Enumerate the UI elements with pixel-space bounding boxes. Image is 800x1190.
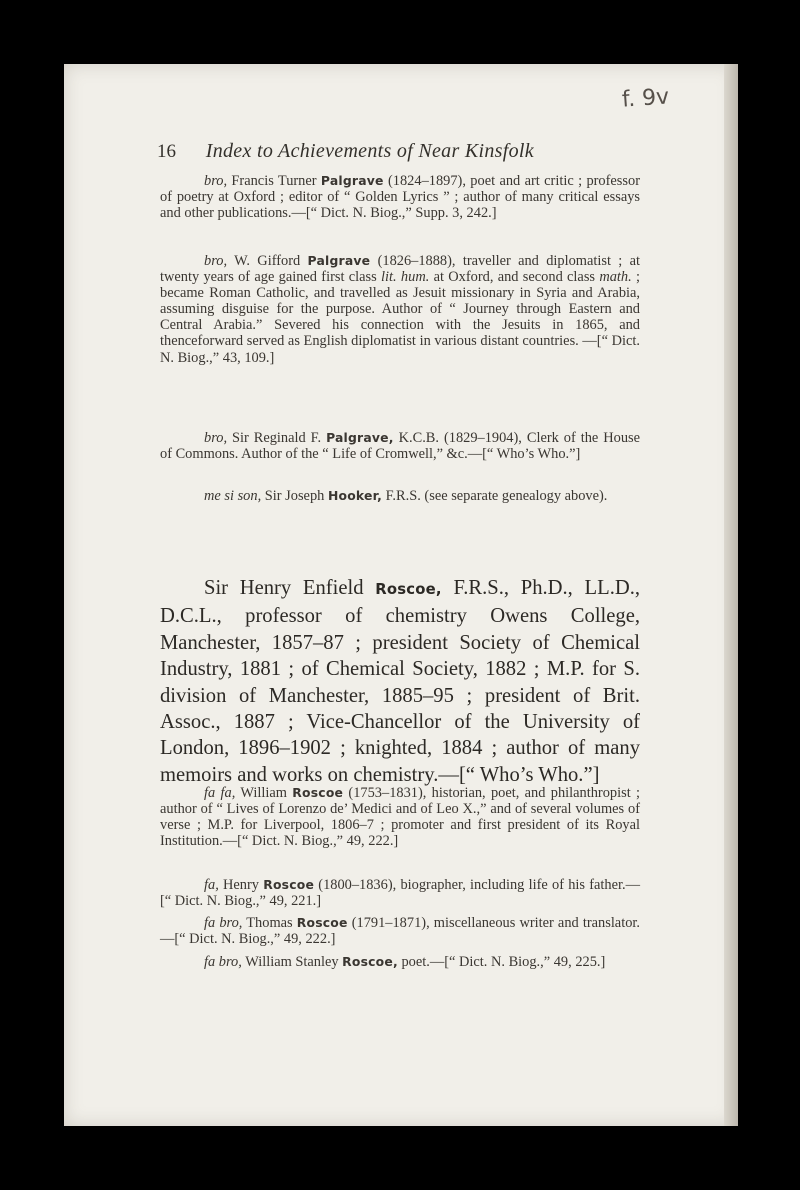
surname: Roscoe bbox=[296, 916, 348, 930]
surname: Palgrave bbox=[320, 174, 384, 188]
page-edge bbox=[724, 64, 738, 1126]
entry-henry-roscoe-sr: fa, Henry Roscoe (1800–1836), biographer, including life of his father.—[“ Dict. N. Biog.,” 49, 221.] bbox=[160, 877, 640, 910]
relation-label: bro, bbox=[204, 430, 228, 446]
entry-gifford-palgrave: bro, W. Gifford Palgrave (1826–1888), traveller and diplomatist ; at twenty years of age gained first class lit. hum. at Oxford, and second class math. ; became Roman Catholic, and travelled as Jesuit missionary in Syria and Arabia, assuming disguise for the purpose. Author of “ Journey through Eastern and Central Arabia.” Severed his connection with the Jesuits in 1865, and thenceforward served as English diplomatist in various distant countries. —[“ Dict. N. Biog.,” 43, 109.] bbox=[160, 253, 640, 366]
surname: Palgrave, bbox=[326, 431, 394, 445]
entry-francis-palgrave: bro, Francis Turner Palgrave (1824–1897), poet and art critic ; professor of poetry at Oxford ; editor of “ Golden Lyrics ” ; author of many critical essays and other publications.—[“ Dict. N. Biog.,” Supp. 3, 242.] bbox=[160, 173, 640, 222]
relation-label: bro, bbox=[204, 173, 228, 189]
entry-william-stanley-roscoe: fa bro, William Stanley Roscoe, poet.—[“ Dict. N. Biog.,” 49, 225.] bbox=[204, 954, 606, 970]
relation-label: fa bro, bbox=[204, 915, 243, 931]
running-header bbox=[157, 140, 637, 163]
page-title: Index to Achievements of Near Kinsfolk bbox=[205, 140, 534, 162]
page-number: 16 bbox=[157, 141, 176, 162]
surname: Hooker, bbox=[327, 489, 382, 503]
surname: Roscoe bbox=[263, 878, 315, 892]
main-entry-henry-roscoe: Sir Henry Enfield Roscoe, F.R.S., Ph.D., LL.D., D.C.L., professor of chemistry Owens College, Manchester, 1857–87 ; president Society of Chemical Industry, 1881 ; of Chemical Society, 1882 ; M.P. for S. division of Manchester, 1885–95 ; president of Brit. Assoc., 1887 ; Vice-Chancellor of the University of London, 1896–1902 ; knighted, 1884 ; author of many memoirs and works on chemistry.—[“ Who’s Who.”] bbox=[160, 577, 641, 786]
entry-william-roscoe: fa fa, William Roscoe (1753–1831), historian, poet, and philanthropist ; author of “ Lives of Lorenzo de’ Medici and of Leo X.,” and of several volumes of verse ; M.P. for Liverpool, 1806–7 ; promoter and first president of its Royal Institution.—[“ Dict. N. Biog.,” 49, 222.] bbox=[160, 785, 641, 850]
entry-thomas-roscoe: fa bro, Thomas Roscoe (1791–1871), miscellaneous writer and translator.—[“ Dict. N. Biog.,” 49, 222.] bbox=[160, 915, 640, 948]
relation-label: fa fa, bbox=[204, 785, 236, 801]
relation-label: fa bro, bbox=[204, 954, 242, 970]
relation-label: bro, bbox=[204, 253, 228, 269]
surname: Roscoe, bbox=[375, 581, 442, 598]
surname: Roscoe, bbox=[342, 955, 398, 969]
entry-reginald-palgrave: bro, Sir Reginald F. Palgrave, K.C.B. (1829–1904), Clerk of the House of Commons. Author of the “ Life of Cromwell,” &c.—[“ Who’s Who.”] bbox=[160, 430, 640, 463]
surname: Palgrave bbox=[307, 254, 371, 268]
surname: Roscoe bbox=[292, 786, 344, 800]
entry-joseph-hooker: me si son, Sir Joseph Hooker, F.R.S. (see separate genealogy above). bbox=[204, 488, 608, 504]
relation-label: fa, bbox=[204, 877, 219, 893]
relation-label: me si son, bbox=[204, 488, 262, 504]
handwritten-folio-mark: f. 9v bbox=[621, 84, 670, 113]
